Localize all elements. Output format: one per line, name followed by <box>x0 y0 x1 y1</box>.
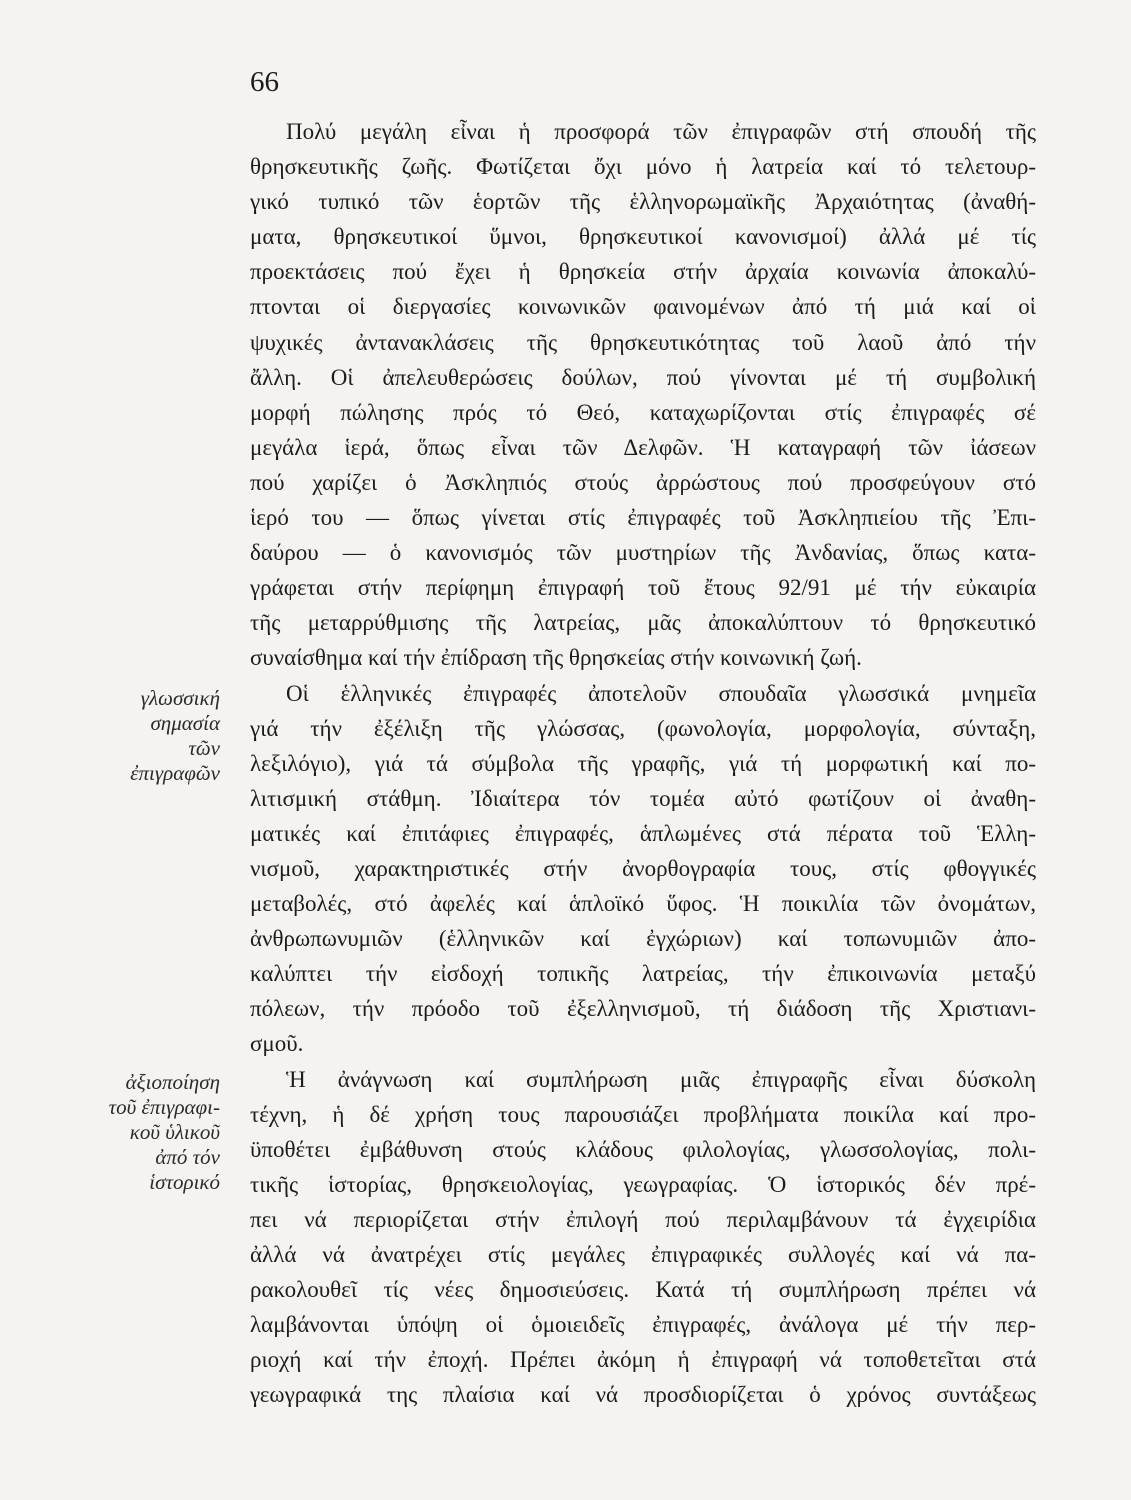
text-line: μεταβολές, στό ἀφελές καί ἁπλοϊκό ὕφος. Ἡ ποικιλία τῶν ὀνομάτων, <box>250 891 1036 917</box>
page-number: 66 <box>250 66 279 98</box>
text-line: ἀλλά νά ἀνατρέχει στίς μεγάλες ἐπιγραφικές συλλογές καί νά πα- <box>250 1242 1036 1267</box>
text-line: δαύρου — ὁ κανονισμός τῶν μυστηρίων τῆς Ἀνδανίας, ὅπως κατα- <box>250 540 1036 566</box>
text-line: τέχνη, ἡ δέ χρήση τους παρουσιάζει προβλήματα ποικίλα καί προ- <box>250 1101 1036 1127</box>
text-line: γράφεται στήν περίφημη ἐπιγραφή τοῦ ἔτους 92/91 μέ τήν εὐκαιρία <box>250 575 1036 601</box>
margin-note-line: ἀξιοποίηση <box>125 1070 220 1094</box>
margin-note-line: γλωσσική <box>140 686 220 710</box>
text-line: ψυχικές ἀντανακλάσεις τῆς θρησκευτικότητας τοῦ λαοῦ ἀπό τήν <box>250 329 1036 355</box>
text-line: προεκτάσεις πού ἔχει ἡ θρησκεία στήν ἀρχαία κοινωνία ἀποκαλύ- <box>250 259 1036 285</box>
text-line: λεξιλόγιο), γιά τά σύμβολα τῆς γραφῆς, γιά τή μορφωτική καί πο- <box>250 750 1036 776</box>
text-line: λιτισμική στάθμη. Ἰδιαίτερα τόν τομέα αὐτό φωτίζουν οἱ ἀναθη- <box>250 785 1036 811</box>
text-line: θρησκευτικῆς ζωῆς. Φωτίζεται ὄχι μόνο ἡ λατρεία καί τό τελετουρ- <box>250 154 1036 180</box>
text-line: πόλεων, τήν πρόοδο τοῦ ἐξελληνισμοῦ, τή διάδοση τῆς Χριστιανι- <box>250 996 1036 1022</box>
text-line: ἱερό του — ὅπως γίνεται στίς ἐπιγραφές τοῦ Ἀσκληπιείου τῆς Ἐπι- <box>250 505 1036 531</box>
text-line: ματα, θρησκευτικοί ὕμνοι, θρησκευτικοί κανονισμοί) ἀλλά μέ τίς <box>250 224 1036 250</box>
text-line: Οἱ ἑλληνικές ἐπιγραφές ἀποτελοῦν σπουδαῖα γλωσσικά μνημεῖα <box>286 680 1036 706</box>
text-line: ἄλλη. Οἱ ἀπελευθερώσεις δούλων, πού γίνονται μέ τή συμβολική <box>250 364 1036 390</box>
text-line: πτονται οἱ διεργασίες κοινωνικῶν φαινομένων ἀπό τή μιά καί οἱ <box>250 294 1036 320</box>
text-line: γεωγραφικά της πλαίσια καί νά προσδιορίζεται ὁ χρόνος συντάξεως <box>250 1382 1036 1408</box>
text-line: καλύπτει τήν εἰσδοχή τοπικῆς λατρείας, τήν ἐπικοινωνία μεταξύ <box>250 961 1036 987</box>
text-line: Ἡ ἀνάγνωση καί συμπλήρωση μιᾶς ἐπιγραφῆς εἶναι δύσκολη <box>286 1066 1036 1092</box>
margin-note-line: κοῦ ὑλικοῦ <box>129 1120 220 1144</box>
text-line: γικό τυπικό τῶν ἑορτῶν τῆς ἑλληνορωμαϊκῆς Ἀρχαιότητας (ἀναθή- <box>250 189 1036 215</box>
margin-note-linguistic-significance <box>130 686 220 786</box>
margin-note-line: ἀπό τόν <box>155 1145 220 1169</box>
text-line: Πολύ μεγάλη εἶναι ἡ προσφορά τῶν ἐπιγραφῶν στή σπουδή τῆς <box>286 119 1036 144</box>
text-line: νισμοῦ, χαρακτηριστικές στήν ἀνορθογραφία τους, στίς φθογγικές <box>250 855 1036 881</box>
margin-note-line: σημασία <box>150 711 220 735</box>
margin-note-line: ἱστορικό <box>149 1170 220 1194</box>
text-line: ριοχή καί τήν ἐποχή. Πρέπει ἀκόμη ἡ ἐπιγραφή νά τοποθετεῖται στά <box>250 1347 1036 1373</box>
text-line: μεγάλα ἱερά, ὅπως εἶναι τῶν Δελφῶν. Ἡ καταγραφή τῶν ἰάσεων <box>250 434 1036 460</box>
text-line: ἀνθρωπωνυμιῶν (ἑλληνικῶν καί ἐγχώριων) καί τοπωνυμιῶν ἀπο- <box>250 926 1036 952</box>
text-line: μορφή πώλησης πρός τό Θεό, καταχωρίζονται στίς ἐπιγραφές σέ <box>250 399 1036 425</box>
margin-note-line: τῶν <box>188 736 220 760</box>
margin-note-line: τοῦ ἐπιγραφι- <box>108 1095 220 1119</box>
text-line: ματικές καί ἐπιτάφιες ἐπιγραφές, ἁπλωμένες στά πέρατα τοῦ Ἑλλη- <box>250 820 1036 846</box>
text-line: τικῆς ἱστορίας, θρησκειολογίας, γεωγραφίας. Ὁ ἱστορικός δέν πρέ- <box>250 1171 1036 1197</box>
margin-note-use-by-historian <box>109 1070 220 1195</box>
text-line: συναίσθημα καί τήν ἐπίδραση τῆς θρησκείας στήν κοινωνική ζωή. <box>250 645 862 671</box>
margin-note-line: ἐπιγραφῶν <box>130 761 220 785</box>
body-text <box>250 114 1036 1412</box>
text-line: λαμβάνονται ὑπόψη οἱ ὁμοιειδεῖς ἐπιγραφές, ἀνάλογα μέ τήν περ- <box>250 1312 1036 1338</box>
text-line: τῆς μεταρρύθμισης τῆς λατρείας, μᾶς ἀποκαλύπτουν τό θρησκευτικό <box>250 610 1036 636</box>
text-line: πού χαρίζει ὁ Ἀσκληπιός στούς ἀρρώστους πού προσφεύγουν στό <box>250 469 1036 495</box>
text-line: πει νά περιορίζεται στήν ἐπιλογή πού περιλαμβάνουν τά ἐγχειρίδια <box>250 1206 1036 1232</box>
text-line: γιά τήν ἐξέλιξη τῆς γλώσσας, (φωνολογία, μορφολογία, σύνταξη, <box>250 715 1036 741</box>
text-line: ρακολουθεῖ τίς νέες δημοσιεύσεις. Κατά τή συμπλήρωση πρέπει νά <box>250 1277 1036 1303</box>
text-line: ϋποθέτει ἐμβάθυνση στούς κλάδους φιλολογίας, γλωσσολογίας, πολι- <box>250 1136 1036 1162</box>
text-line: σμοῦ. <box>250 1031 304 1057</box>
